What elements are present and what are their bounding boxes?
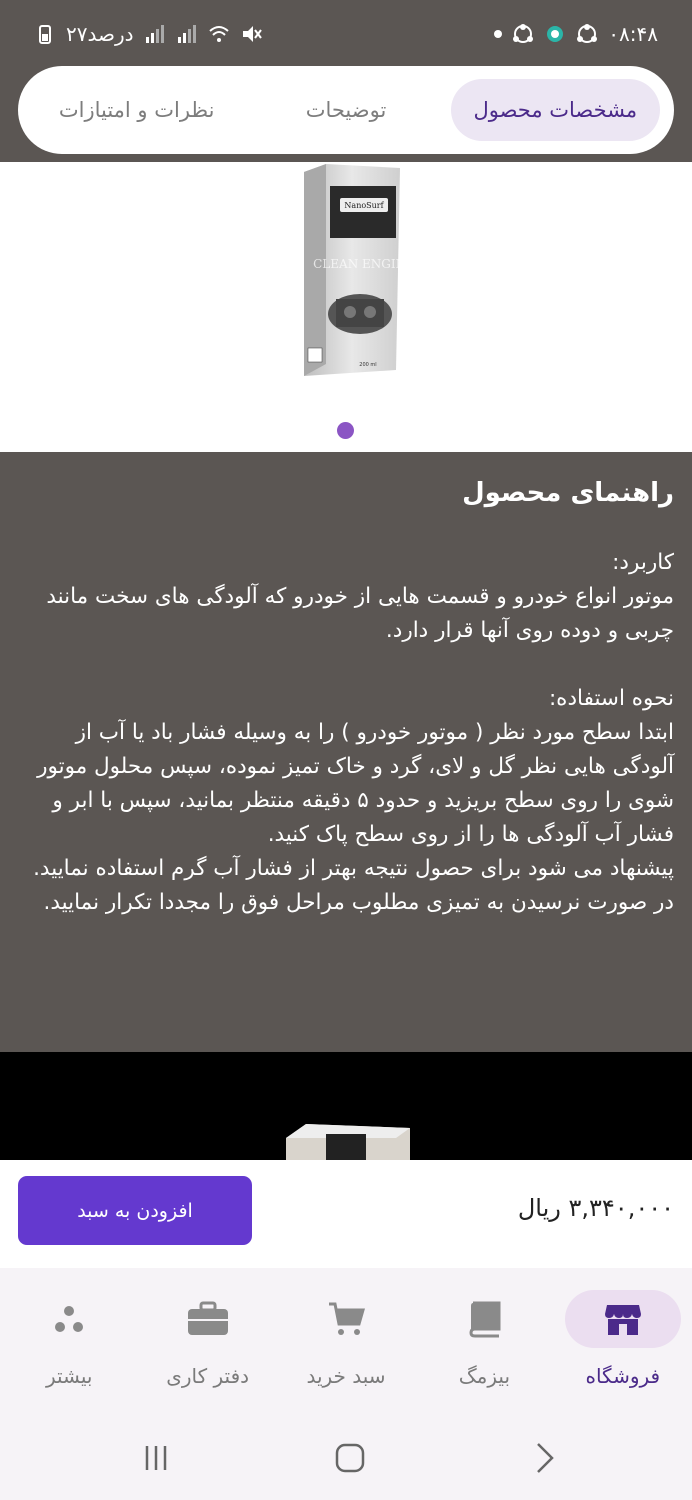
nav-label-bizmag: بیزمگ	[458, 1364, 511, 1388]
secondary-product-image	[0, 1052, 692, 1160]
tip-text: پیشنهاد می شود برای حصول نتیجه بهتر از فشار آب گرم استفاده نمایید.	[33, 856, 674, 881]
back-chevron-icon	[532, 1442, 556, 1474]
app-notification-icon-2	[576, 23, 598, 45]
usage-text: موتور انواع خودرو و قسمت هایی از خودرو که آلودگی های سخت مانند چربی و دوده روی آنها قرار دارد.	[46, 584, 674, 643]
product-brand: NanoSurf	[344, 201, 384, 210]
method-text: ابتدا سطح مورد نظر ( موتور خودرو ) را به وسیله فشار باد یا آب از آلودگی هایی نظر گل و لای، گرد و خاک تمیز نموده، سپس محلول موتور شوی را روی سطح بریزید و حدود ۵ دقیقه منتظر بمانید، سپس با ابر و فشار آب آلودگی ها را از روی سطح پاک کنید.	[37, 720, 674, 847]
mute-icon	[240, 23, 262, 45]
status-bar	[0, 0, 692, 66]
nav-item-office[interactable]	[138, 1268, 276, 1420]
nav-label-more: بیشتر	[45, 1364, 93, 1388]
status-right	[494, 22, 658, 46]
tab-description[interactable]: توضیحات	[305, 98, 387, 122]
method-heading: نحوه استفاده:	[548, 686, 674, 711]
chat-app-icon	[544, 23, 566, 45]
add-to-cart-bar	[0, 1160, 692, 1268]
battery-percent: ۲۷درصد	[66, 22, 134, 46]
product-box-image	[296, 164, 415, 378]
bottom-navigation	[0, 1268, 692, 1420]
recent-apps-icon	[141, 1443, 171, 1473]
add-to-cart-button[interactable]: افزودن به سبد	[18, 1176, 252, 1245]
nav-label-store: فروشگاه	[585, 1364, 661, 1388]
nav-item-store[interactable]	[554, 1268, 692, 1420]
home-button[interactable]	[330, 1438, 370, 1478]
wifi-icon	[208, 23, 230, 45]
usage-heading: کاربرد:	[612, 550, 674, 575]
nav-store-indicator	[565, 1290, 681, 1348]
repeat-text: در صورت نرسیدن به تمیزی مطلوب مراحل فوق را مجددا تکرار نمایید.	[43, 890, 674, 915]
system-navigation-bar	[0, 1420, 692, 1500]
notification-dot-icon	[494, 30, 502, 38]
product-volume: 200 ml	[359, 362, 377, 368]
book-icon	[465, 1301, 503, 1337]
app-notification-icon	[512, 23, 534, 45]
carousel-page-dot[interactable]	[337, 422, 354, 439]
nav-item-bizmag[interactable]	[415, 1268, 553, 1420]
tab-specifications[interactable]: مشخصات محصول	[451, 79, 660, 141]
signal-icon-2	[176, 23, 198, 45]
battery-icon	[34, 23, 56, 45]
nav-label-cart: سبد خرید	[306, 1364, 386, 1388]
product-image-carousel[interactable]	[0, 162, 692, 452]
nav-item-more[interactable]	[0, 1268, 138, 1420]
product-price: ۳,۳۴۰,۰۰۰ ریال	[517, 1194, 674, 1222]
cart-icon	[327, 1300, 365, 1338]
back-button[interactable]	[524, 1438, 564, 1478]
signal-icon	[144, 23, 166, 45]
product-tabs	[18, 66, 674, 154]
home-icon	[334, 1442, 366, 1474]
status-left	[34, 22, 262, 46]
recent-apps-button[interactable]	[136, 1438, 176, 1478]
store-icon	[604, 1301, 642, 1337]
tab-reviews[interactable]: نظرات و امتیازات	[58, 98, 215, 122]
briefcase-icon	[186, 1301, 230, 1337]
nav-item-cart[interactable]	[277, 1268, 415, 1420]
product-guide	[0, 452, 692, 1052]
status-time: ۰۸:۴۸	[608, 22, 658, 46]
nav-label-office: دفتر کاری	[166, 1364, 250, 1388]
product-name: CLEAN ENGINE	[313, 257, 415, 271]
guide-title: راهنمای محصول	[462, 478, 674, 508]
more-icon	[52, 1304, 86, 1334]
